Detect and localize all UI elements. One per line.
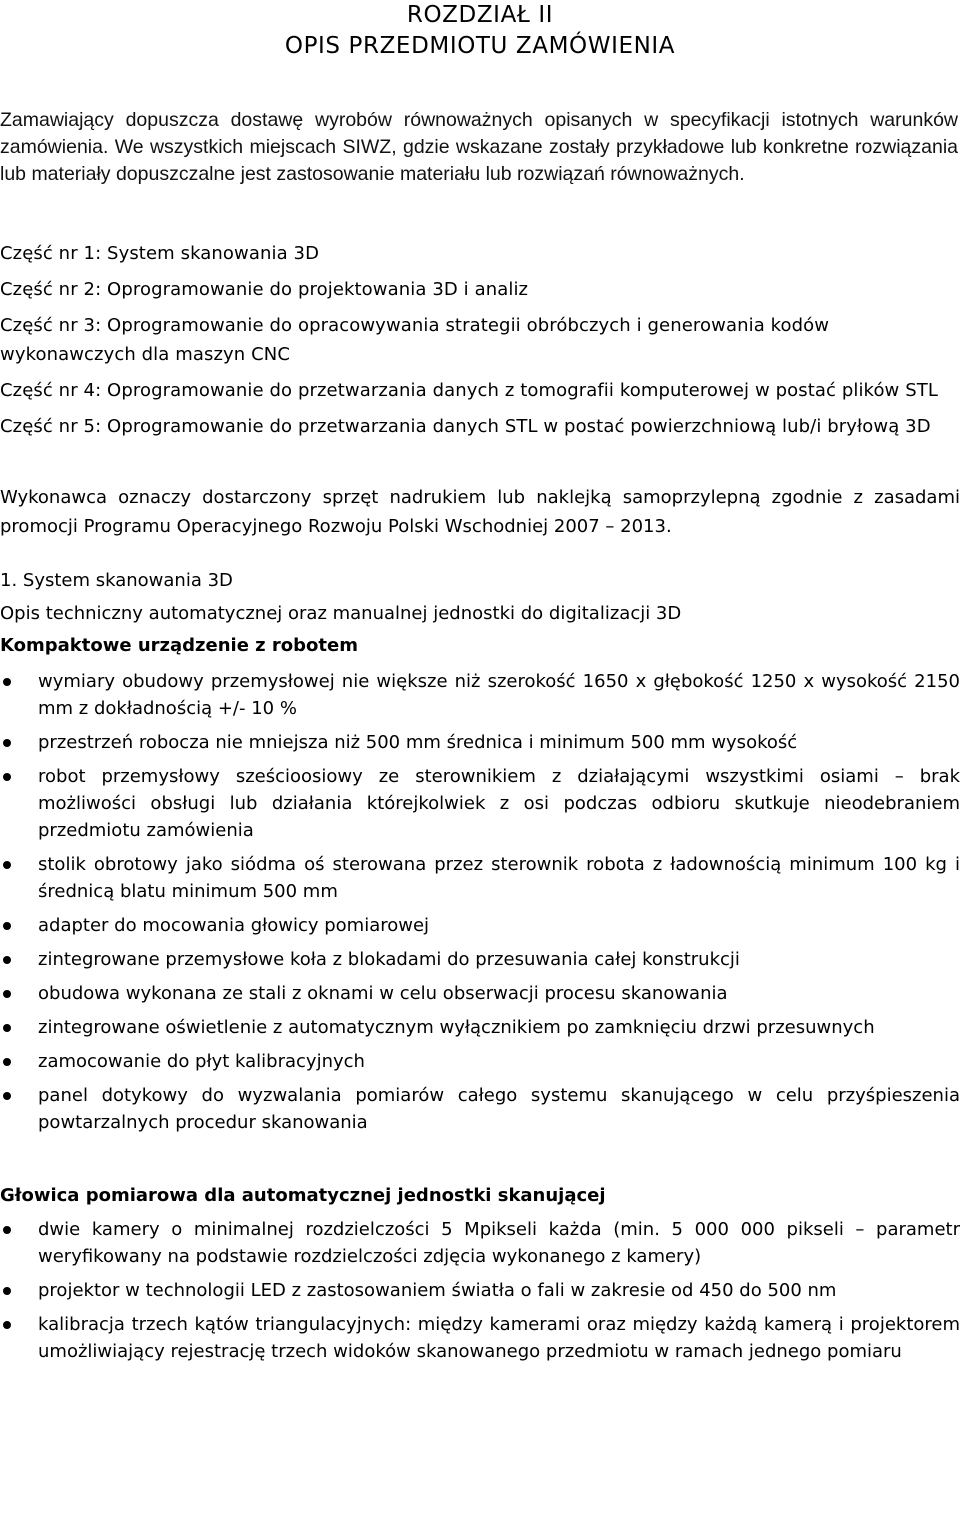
bullet-icon [3, 678, 11, 686]
list-item [0, 946, 960, 973]
list-item-text: stolik obrotowy jako siódma oś sterowana przez sterownik robota z ładownością minimum 100 kg i średnicą blatu minimum 500 mm [38, 854, 960, 902]
list-item-text: kalibracja trzech kątów triangulacyjnych: między kamerami oraz między każdą kamerą i projektorem umożliwiający rejestrację trzech widoków skanowanego przedmiotu w ramach jednego pomiaru [38, 1314, 960, 1362]
list-item-text: obudowa wykonana ze stali z oknami w celu obserwacji procesu skanowania [38, 983, 728, 1004]
intro-paragraph: Zamawiający dopuszcza dostawę wyrobów równoważnych opisanych w specyfikacji istotnych warunków zamówienia. We wszystkich miejscach SIWZ, gdzie wskazane zostały przykładowe lub konkretne rozwiązania lub materiały dopuszczalne jest zastosowanie materiału lub rozwiązań równoważnych. [0, 109, 958, 185]
bullet-icon [3, 1024, 11, 1032]
bullet-icon [3, 990, 11, 998]
part-item-4: Część nr 4: Oprogramowanie do przetwarzania danych z tomografii komputerowej w postać plików STL [0, 380, 938, 401]
list-item [0, 1216, 960, 1270]
list-item [0, 729, 960, 756]
list-item [0, 668, 960, 722]
section-subheading: Kompaktowe urządzenie z robotem [0, 635, 358, 656]
bullet-icon [3, 773, 11, 781]
section-description: Opis techniczny automatycznej oraz manualnej jednostki do digitalizacji 3D [0, 603, 682, 624]
list-item [0, 1048, 960, 1075]
part-item-1: Część nr 1: System skanowania 3D [0, 243, 320, 264]
list-item [0, 1082, 960, 1136]
list-item-text: robot przemysłowy sześcioosiowy ze sterownikiem z działającymi wszystkimi osiami – brak możliwości obsługi lub działania którejkolwiek z osi podczas odbioru skutkuje nieodebraniem przedmiotu zamówienia [38, 766, 960, 841]
list-item-text: projektor w technologii LED z zastosowaniem światła o fali w zakresie od 450 do 500 nm [38, 1280, 837, 1301]
contractor-note: Wykonawca oznaczy dostarczony sprzęt nadrukiem lub naklejką samoprzylepną zgodnie z zasadami promocji Programu Operacyjnego Rozwoju Polski Wschodniej 2007 – 2013. [0, 487, 960, 537]
list-item [0, 1277, 960, 1304]
list-item-text: adapter do mocowania głowicy pomiarowej [38, 915, 430, 936]
chapter-subtitle: OPIS PRZEDMIOTU ZAMÓWIENIA [284, 33, 676, 59]
part-item-2: Część nr 2: Oprogramowanie do projektowania 3D i analiz [0, 279, 529, 300]
measuring-head-spec-list [0, 1216, 960, 1365]
list-item-text: panel dotykowy do wyzwalania pomiarów całego systemu skanującego w celu przyśpieszenia powtarzalnych procedur skanowania [38, 1085, 960, 1133]
robot-spec-list [0, 668, 960, 1136]
bullet-icon [3, 1226, 11, 1234]
bullet-icon [3, 922, 11, 930]
list-item-text: zintegrowane przemysłowe koła z blokadami do przesuwania całej konstrukcji [38, 949, 740, 970]
list-item [0, 1311, 960, 1365]
parts-list [0, 239, 960, 441]
bullet-icon [3, 1321, 11, 1329]
measuring-head-heading: Głowica pomiarowa dla automatycznej jednostki skanującej [0, 1185, 606, 1206]
bullet-icon [3, 739, 11, 747]
list-item-text: dwie kamery o minimalnej rozdzielczości 5 Mpikseli każda (min. 5 000 000 pikseli – parametr weryfikowany na podstawie rozdzielczości zdjęcia wykonanego z kamery) [38, 1219, 960, 1267]
bullet-icon [3, 1092, 11, 1100]
list-item-text: zintegrowane oświetlenie z automatycznym wyłącznikiem po zamknięciu drzwi przesuwnych [38, 1017, 875, 1038]
section-title: 1. System skanowania 3D [0, 570, 233, 591]
list-item [0, 912, 960, 939]
list-item-text: zamocowanie do płyt kalibracyjnych [38, 1051, 365, 1072]
part-item-5: Część nr 5: Oprogramowanie do przetwarzania danych STL w postać powierzchniową lub/i bryłową 3D [0, 416, 931, 437]
bullet-icon [3, 861, 11, 869]
part-item-3: Część nr 3: Oprogramowanie do opracowywania strategii obróbczych i generowania kodów wykonawczych dla maszyn CNC [0, 315, 830, 365]
list-item [0, 763, 960, 844]
chapter-title: ROZDZIAŁ II [406, 2, 554, 28]
list-item-text: wymiary obudowy przemysłowej nie większe niż szerokość 1650 x głębokość 1250 x wysokość 2150 mm z dokładnością +/- 10 % [38, 671, 960, 719]
list-item-text: przestrzeń robocza nie mniejsza niż 500 mm średnica i minimum 500 mm wysokość [38, 732, 798, 753]
bullet-icon [3, 956, 11, 964]
list-item [0, 980, 960, 1007]
bullet-icon [3, 1058, 11, 1066]
list-item [0, 1014, 960, 1041]
list-item [0, 851, 960, 905]
bullet-icon [3, 1287, 11, 1295]
